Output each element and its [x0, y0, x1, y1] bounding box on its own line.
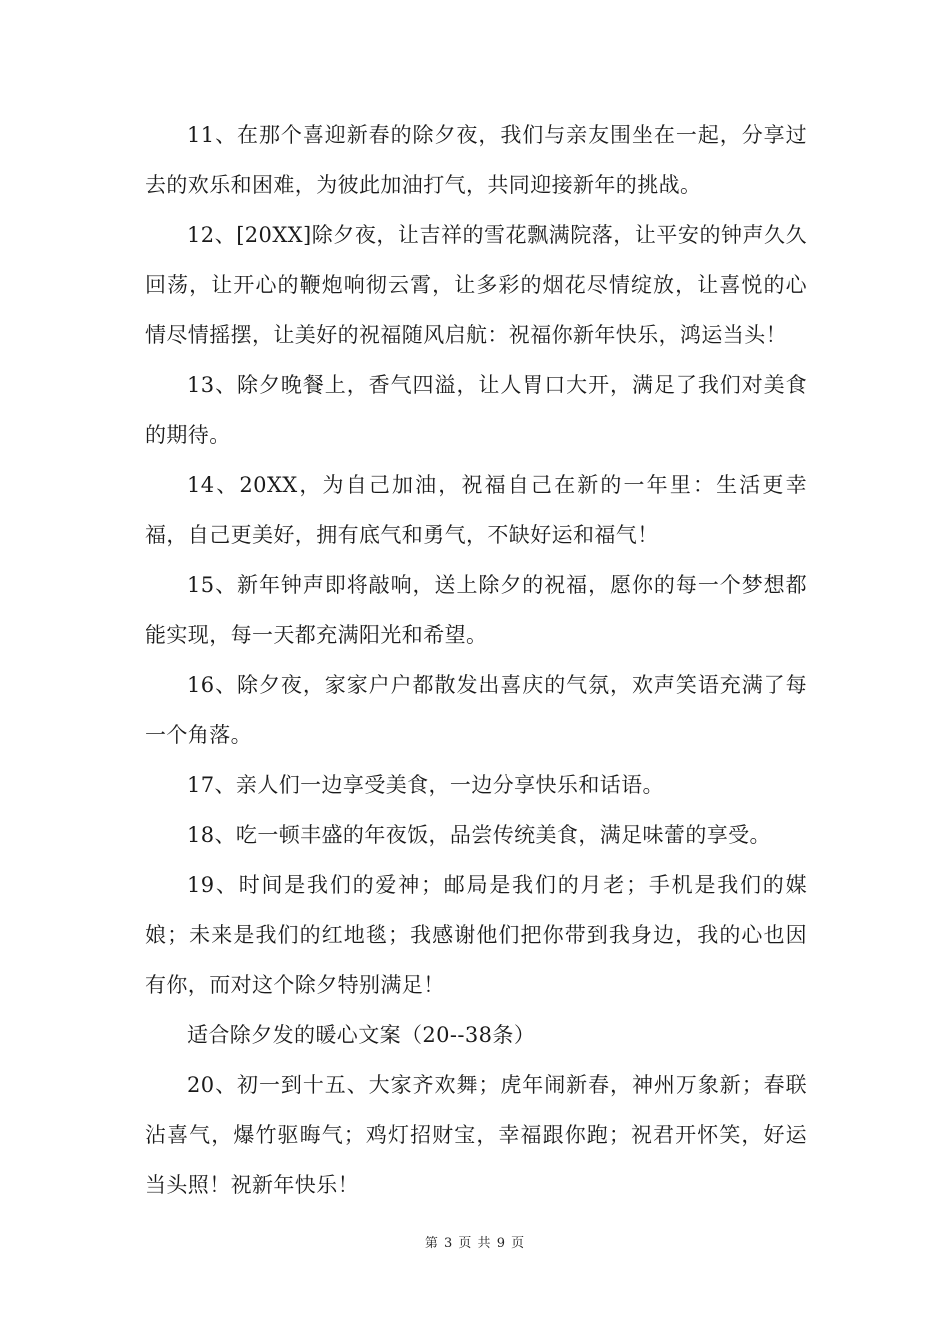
section-heading: 适合除夕发的暖心文案（20--38条）	[187, 1023, 536, 1047]
paragraph-19: 19、时间是我们的爱神；邮局是我们的月老；手机是我们的媒娘；未来是我们的红地毯；我感谢他们把你带到我身边，我的心也因有你，而对这个除夕特别满足！	[145, 873, 807, 997]
paragraph-20: 20、初一到十五、大家齐欢舞；虎年闹新春，神州万象新；春联沾喜气，爆竹驱晦气；鸡灯招财宝，幸福跟你跑；祝君开怀笑，好运当头照！祝新年快乐！	[145, 1073, 807, 1197]
paragraph-13: 13、除夕晚餐上，香气四溢，让人胃口大开，满足了我们对美食的期待。	[145, 373, 807, 447]
page-number-footer: 第 3 页 共 9 页	[424, 1236, 526, 1251]
paragraph-11: 11、在那个喜迎新春的除夕夜，我们与亲友围坐在一起，分享过去的欢乐和困难，为彼此加油打气，共同迎接新年的挑战。	[145, 123, 807, 197]
document-body	[145, 110, 807, 1210]
paragraph-12: 12、[20XX]除夕夜，让吉祥的雪花飘满院落，让平安的钟声久久回荡，让开心的鞭炮响彻云霄，让多彩的烟花尽情绽放，让喜悦的心情尽情摇摆，让美好的祝福随风启航：祝福你新年快乐，鸿运当头！	[145, 223, 807, 347]
paragraph-17: 17、亲人们一边享受美食，一边分享快乐和话语。	[187, 773, 664, 797]
paragraph-15: 15、新年钟声即将敲响，送上除夕的祝福，愿你的每一个梦想都能实现，每一天都充满阳光和希望。	[145, 573, 807, 647]
paragraph-16: 16、除夕夜，家家户户都散发出喜庆的气氛，欢声笑语充满了每一个角落。	[145, 673, 807, 747]
paragraph-14: 14、20XX，为自己加油，祝福自己在新的一年里：生活更幸福，自己更美好，拥有底气和勇气，不缺好运和福气！	[145, 473, 807, 547]
paragraph-18: 18、吃一顿丰盛的年夜饭，品尝传统美食，满足味蕾的享受。	[187, 823, 771, 847]
